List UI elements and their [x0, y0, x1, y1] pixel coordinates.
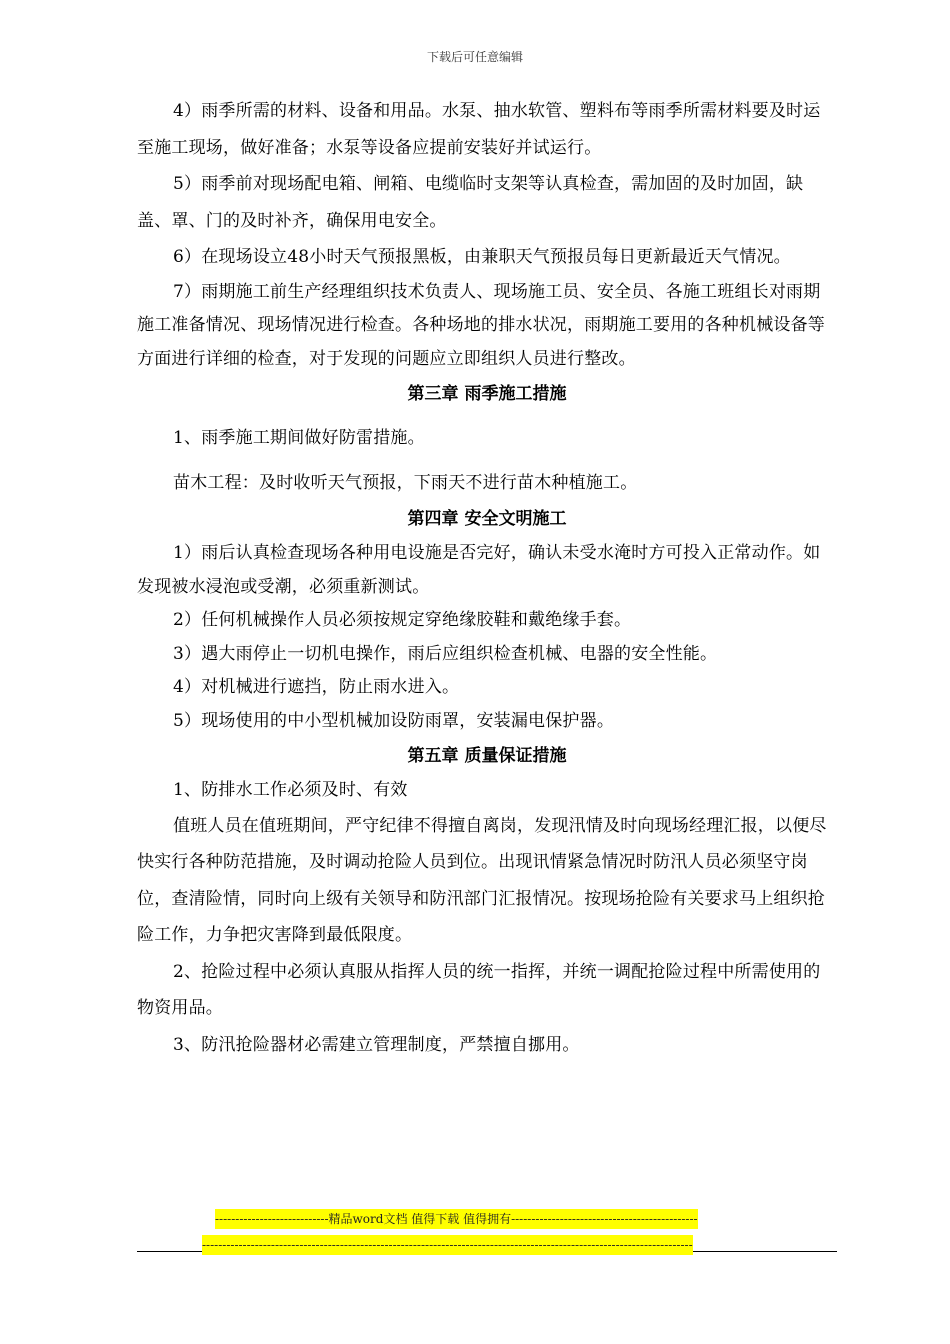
document-body: [137, 93, 837, 1063]
footer-dashes: -------------------------------------------------------------------------------------------------------------------------: [202, 1235, 693, 1255]
ch4-item-2: 2）任何机械操作人员必须按规定穿绝缘胶鞋和戴绝缘手套。: [173, 610, 632, 630]
footer-banner: ----------------------------精品word文档 值得下载 值得拥有----------------------------------------------: [215, 1209, 698, 1229]
chapter-3-title: 第三章 雨季施工措施: [407, 384, 567, 404]
chapter-4-title: 第四章 安全文明施工: [407, 509, 567, 529]
paragraph-5: 5）雨季前对现场配电箱、闸箱、电缆临时支架等认真检查，需加固的及时加固，缺盖、罩、门的及时补齐，确保用电安全。: [137, 174, 804, 231]
paragraph-7: 7）雨期施工前生产经理组织技术负责人、现场施工员、安全员、各施工班组长对雨期施工准备情况、现场情况进行检查。各种场地的排水状况，雨期施工要用的各种机械设备等方面进行详细的检查，对于发现的问题应立即组织人员进行整改。: [137, 281, 825, 369]
ch5-item-2: 2、抢险过程中必须认真服从指挥人员的统一指挥，并统一调配抢险过程中所需使用的物资用品。: [137, 961, 821, 1018]
ch5-item-1: 1、防排水工作必须及时、有效: [173, 780, 408, 800]
paragraph-6: 6）在现场设立48小时天气预报黑板，由兼职天气预报员每日更新最近天气情况。: [173, 247, 791, 267]
page-header: 下载后可任意编辑: [426, 50, 523, 64]
ch4-item-5: 5）现场使用的中小型机械加设防雨罩，安装漏电保护器。: [173, 710, 615, 731]
ch3-paragraph-2: 苗木工程：及时收听天气预报，下雨天不进行苗木种植施工。: [173, 472, 638, 493]
ch3-paragraph-1: 1、雨季施工期间做好防雷措施。: [173, 428, 425, 448]
ch4-item-1: 1）雨后认真检查现场各种用电设施是否完好，确认未受水淹时方可投入正常动作。如发现被水浸泡或受潮，必须重新测试。: [137, 543, 821, 597]
ch4-item-3: 3）遇大雨停止一切机电操作，雨后应组织检查机械、电器的安全性能。: [173, 643, 718, 664]
ch4-item-4: 4）对机械进行遮挡，防止雨水进入。: [173, 677, 460, 697]
ch5-paragraph-duty: 值班人员在值班期间，严守纪律不得擅自离岗，发现汛情及时向现场经理汇报，以便尽快实行各种防范措施，及时调动抢险人员到位。出现讯情紧急情况时防汛人员必须坚守岗位，查清险情，同时向上级有关领导和防汛部门汇报情况。按现场抢险有关要求马上组织抢险工作，力争把灾害降到最低限度。: [137, 815, 827, 945]
ch5-item-3: 3、防汛抢险器材必需建立管理制度，严禁擅自挪用。: [173, 1034, 580, 1055]
chapter-5-title: 第五章 质量保证措施: [407, 746, 567, 766]
paragraph-4: 4）雨季所需的材料、设备和用品。水泵、抽水软管、塑料布等雨季所需材料要及时运至施工现场，做好准备；水泵等设备应提前安装好并试运行。: [137, 101, 821, 158]
